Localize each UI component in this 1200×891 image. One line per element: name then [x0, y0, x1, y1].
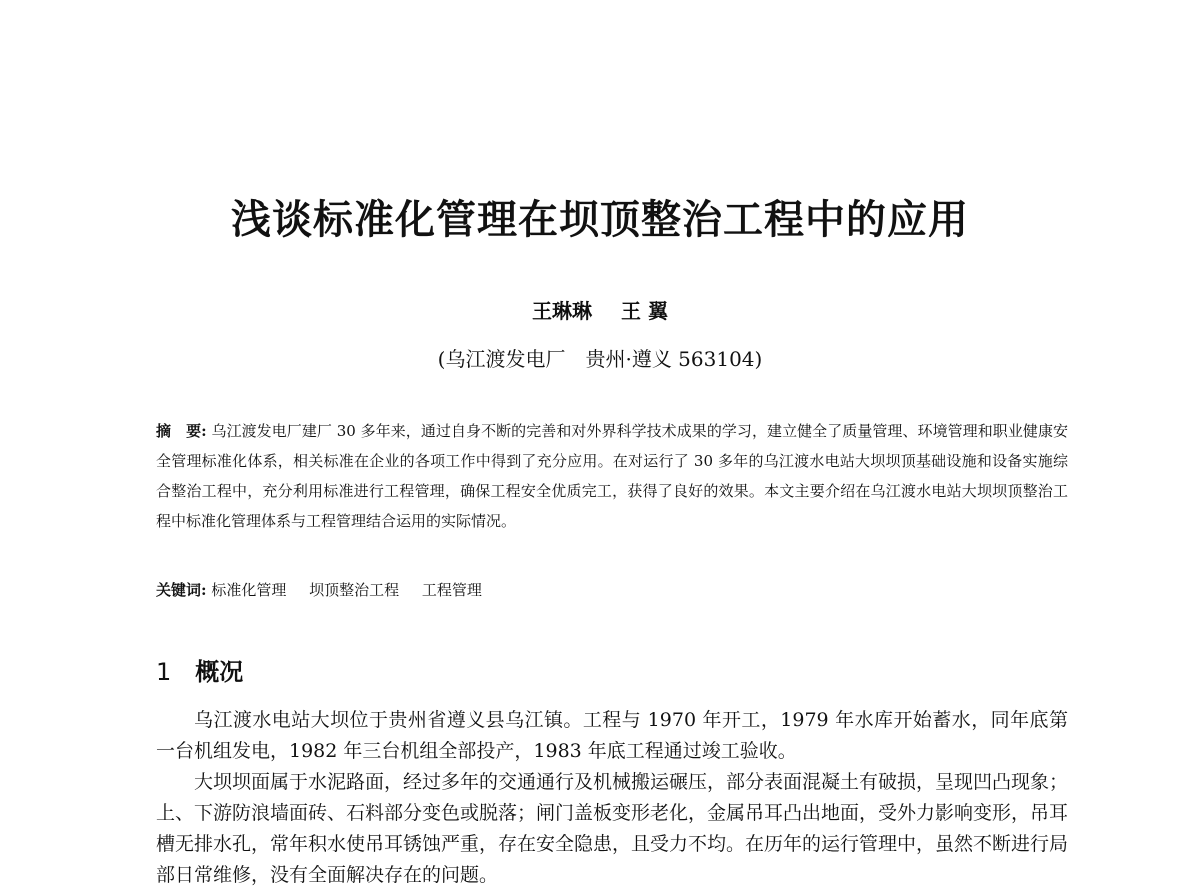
paper-title: 浅谈标准化管理在坝顶整治工程中的应用: [231, 197, 969, 243]
abstract: [156, 416, 1068, 536]
keywords: [156, 578, 1068, 602]
body-paragraph: 乌江渡水电站大坝位于贵州省遵义县乌江镇。工程与 1970 年开工，1979 年水库开始蓄水，同年底第一台机组发电，1982 年三台机组全部投产，1983 年底工程通过竣工验收。: [156, 709, 1068, 762]
keywords-label: 关键词:: [156, 581, 207, 599]
authors: [0, 295, 1200, 324]
author-name: 王琳琳: [532, 299, 593, 323]
body-paragraph: 大坝坝面属于水泥路面，经过多年的交通通行及机械搬运碾压，部分表面混凝土有破损，呈现凹凸现象；上、下游防浪墙面砖、石料部分变色或脱落；闸门盖板变形老化，金属吊耳凸出地面，受外力影响变形，吊耳槽无排水孔，常年积水使吊耳锈蚀严重，存在安全隐患，且受力不均。在历年的运行管理中，虽然不断进行局部日常维修，没有全面解决存在的问题。: [156, 771, 1069, 886]
section-number: 1: [156, 658, 172, 686]
abstract-label: 摘 要:: [156, 422, 207, 440]
section-heading: [156, 652, 243, 687]
abstract-text: 乌江渡发电厂建厂 30 多年来，通过自身不断的完善和对外界科学技术成果的学习，建立健全了质量管理、环境管理和职业健康安全管理标准化体系，相关标准在企业的各项工作中得到了充分应用。在对运行了 30 多年的乌江渡水电站大坝坝顶基础设施和设备实施综合整治工程中，充分利用标准进行工程管理，确保工程安全优质完工，获得了良好的效果。本文主要介绍在乌江渡水电站大坝坝顶整治工程中标准化管理体系与工程管理结合运用的实际情况。: [156, 422, 1068, 530]
keyword: 标准化管理: [211, 581, 287, 599]
affiliation: (乌江渡发电厂 贵州·遵义 563104): [437, 347, 763, 371]
keyword: 坝顶整治工程: [309, 581, 400, 599]
keyword: 工程管理: [421, 581, 482, 599]
author-name: 王 翼: [621, 299, 668, 323]
section-title: 概况: [195, 658, 244, 686]
section-body: [156, 705, 1068, 891]
